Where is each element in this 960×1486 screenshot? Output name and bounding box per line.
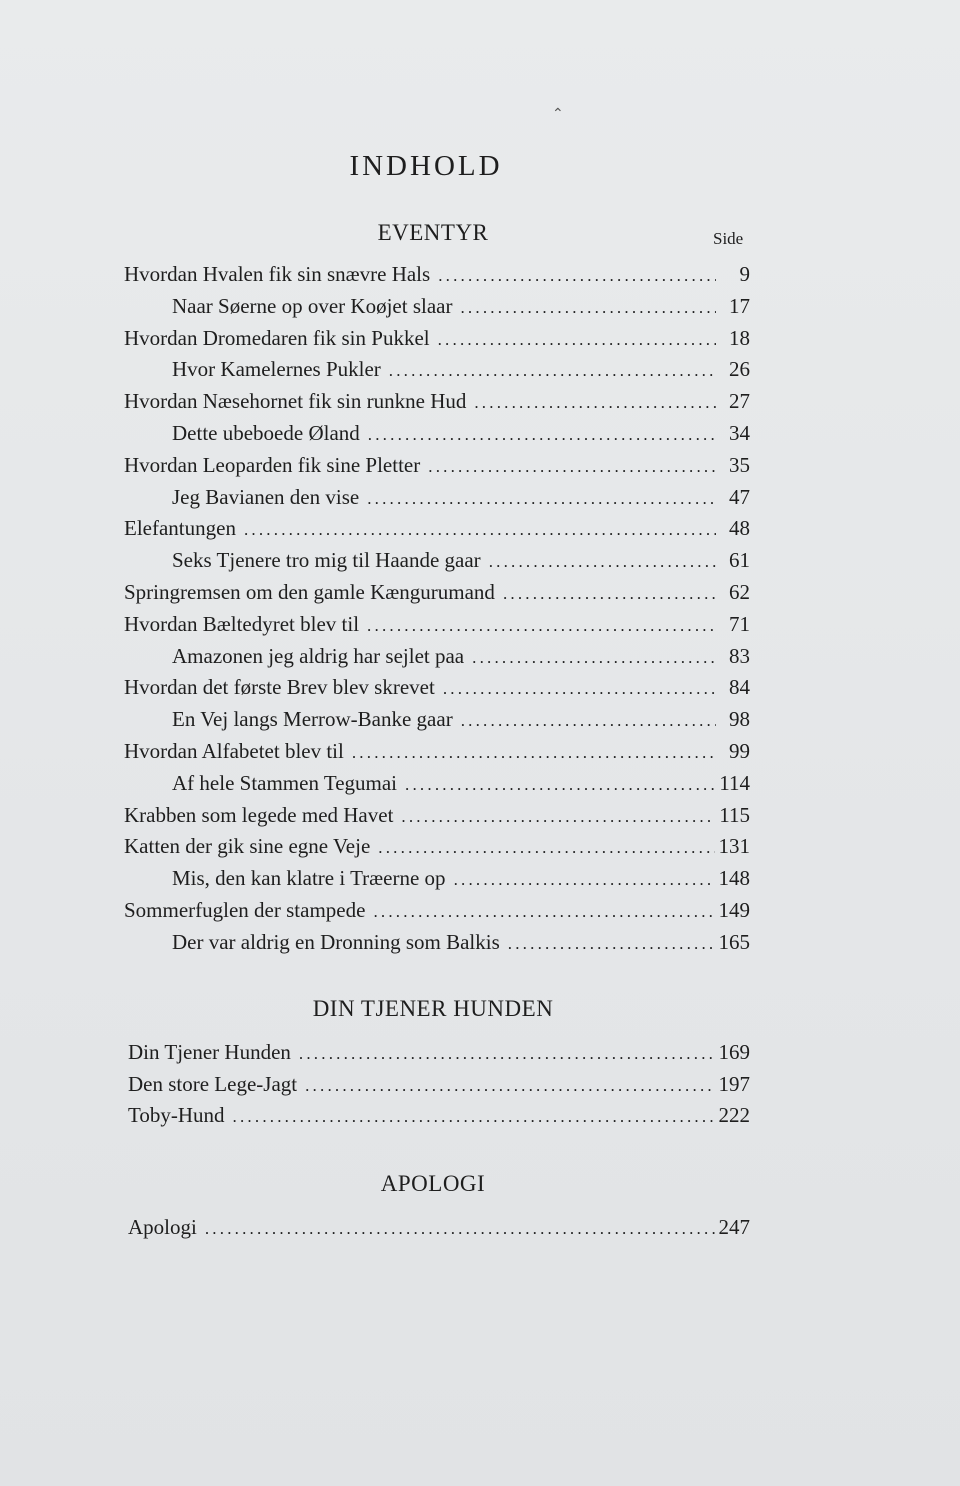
toc-entry-title: Hvordan Næsehornet fik sin runkne Hud: [124, 389, 467, 414]
toc-entry-page-number: 18: [729, 325, 750, 350]
toc-entry-title: Hvordan Dromedaren fik sin Pukkel: [124, 325, 430, 350]
toc-entry-page-number: 35: [729, 452, 750, 477]
toc-entry: [124, 326, 750, 354]
toc-entry: [172, 866, 750, 894]
toc-entry-title: Hvordan Alfabetet blev til: [124, 739, 344, 763]
toc-entry: [124, 834, 750, 862]
toc-entry-title: Hvordan det første Brev blev skrevet: [124, 675, 435, 700]
toc-entry-title: Apologi: [128, 1215, 197, 1239]
dot-leader: [405, 775, 715, 795]
toc-entry-title: Hvordan Hvalen fik sin snævre Hals: [124, 262, 431, 286]
dot-leader: [438, 330, 716, 350]
toc-entry-page-number: 48: [729, 516, 750, 541]
toc-entry-page-number: 84: [729, 675, 750, 700]
dot-leader: [368, 425, 716, 445]
toc-entry: [124, 453, 750, 481]
dot-leader: [474, 393, 716, 413]
page-title: INDHOLD: [349, 150, 503, 182]
toc-entry: [124, 803, 750, 831]
dot-leader: [472, 648, 716, 668]
toc-entry-page-number: 247: [718, 1215, 750, 1239]
dot-leader: [244, 520, 716, 540]
toc-entry: [128, 1103, 750, 1131]
dot-leader: [373, 902, 714, 922]
toc-entry: [172, 707, 750, 735]
dot-leader: [367, 616, 716, 636]
pencil-mark-icon: ⌃: [552, 107, 564, 122]
toc-entry: [128, 1072, 750, 1100]
toc-entry-page-number: 27: [729, 389, 750, 414]
toc-entry: [172, 485, 750, 513]
toc-entry: [124, 739, 750, 767]
section-heading-apologi: APOLOGI: [380, 1171, 486, 1196]
toc-entry-title: Hvordan Bæltedyret blev til: [124, 611, 360, 636]
dot-leader: [389, 361, 716, 381]
dot-leader: [460, 298, 716, 318]
toc-entry-page-number: 34: [729, 421, 750, 445]
dot-leader: [233, 1107, 715, 1127]
toc-entry: [124, 389, 750, 417]
dot-leader: [454, 870, 715, 890]
toc-entry-title: Katten der gik sine egne Veje: [124, 834, 371, 859]
dot-leader: [461, 711, 716, 731]
toc-entry: [124, 516, 750, 544]
toc-entry-title: Hvor Kamelernes Pukler: [172, 357, 381, 382]
dot-leader: [401, 807, 715, 827]
toc-entry-page-number: 222: [718, 1103, 750, 1127]
toc-entry-page-number: 131: [718, 834, 750, 859]
dot-leader: [205, 1219, 715, 1239]
toc-entry: [172, 644, 750, 672]
toc-entry: [124, 898, 750, 926]
toc-entry-title: Amazonen jeg aldrig har sejlet paa: [172, 643, 465, 668]
toc-entry-page-number: 9: [739, 262, 750, 286]
toc-entry-title: En Vej langs Merrow-Banke gaar: [172, 707, 453, 732]
toc-entry-page-number: 47: [729, 484, 750, 509]
toc-entry-title: Den store Lege-Jagt: [128, 1071, 298, 1096]
toc-entry-page-number: 165: [718, 929, 750, 954]
toc-entry: [124, 612, 750, 640]
toc-entry: [172, 930, 750, 958]
toc-entry: [124, 262, 750, 290]
toc-entry: [172, 771, 750, 799]
dot-leader: [428, 457, 716, 477]
toc-entry-page-number: 83: [729, 643, 750, 668]
toc-entry-title: Dette ubeboede Øland: [172, 421, 360, 445]
dot-leader: [367, 489, 716, 509]
toc-entry-title: Mis, den kan klatre i Træerne op: [172, 866, 446, 891]
dot-leader: [305, 1076, 714, 1096]
dot-leader: [443, 679, 716, 699]
dot-leader: [352, 743, 716, 763]
toc-entry-page-number: 115: [719, 802, 750, 827]
toc-entry-page-number: 148: [718, 866, 750, 891]
dot-leader: [438, 266, 716, 286]
toc-entry-title: Springremsen om den gamle Kængurumand: [124, 580, 495, 604]
toc-entry-page-number: 99: [729, 739, 750, 763]
toc-entry-title: Sommerfuglen der stampede: [124, 898, 366, 922]
toc-entry-page-number: 61: [729, 548, 750, 573]
toc-entry-title: Af hele Stammen Tegumai: [172, 770, 398, 795]
toc-entry-title: Seks Tjenere tro mig til Haande gaar: [172, 548, 481, 573]
toc-entry-title: Toby-Hund: [128, 1103, 225, 1127]
section-heading-eventyr: EVENTYR: [377, 220, 489, 245]
toc-entry-title: Der var aldrig en Dronning som Balkis: [172, 929, 500, 954]
section-heading-din-tjener-hunden: DIN TJENER HUNDEN: [312, 996, 554, 1021]
toc-entry: [128, 1040, 750, 1068]
dot-leader: [508, 934, 715, 954]
toc-entry: [128, 1215, 750, 1243]
toc-entry-title: Krabben som legede med Havet: [124, 802, 394, 827]
toc-entry-page-number: 17: [729, 293, 750, 318]
toc-entry-page-number: 26: [729, 357, 750, 382]
toc-entry: [172, 294, 750, 322]
side-column-label: Side: [713, 229, 744, 248]
dot-leader: [299, 1044, 715, 1064]
dot-leader: [489, 552, 716, 572]
toc-entry-page-number: 197: [718, 1071, 750, 1096]
toc-entry-title: Hvordan Leoparden fik sine Pletter: [124, 452, 421, 477]
toc-entry: [172, 421, 750, 449]
toc-entry-page-number: 71: [729, 611, 750, 636]
toc-entry: [172, 548, 750, 576]
toc-entry: [124, 675, 750, 703]
toc-entry: [172, 357, 750, 385]
toc-entry-title: Jeg Bavianen den vise: [172, 484, 360, 509]
dot-leader: [378, 838, 714, 858]
toc-entry-title: Naar Søerne op over Koøjet slaar: [172, 293, 453, 318]
toc-entry-title: Elefantungen: [124, 516, 236, 541]
dot-leader: [503, 584, 716, 604]
toc-entry-page-number: 169: [718, 1040, 750, 1064]
toc-entry-page-number: 62: [729, 580, 750, 604]
toc-entry-page-number: 114: [719, 770, 750, 795]
toc-entry: [124, 580, 750, 608]
toc-entry-title: Din Tjener Hunden: [128, 1040, 291, 1064]
toc-entry-page-number: 98: [729, 707, 750, 732]
toc-entry-page-number: 149: [718, 898, 750, 922]
